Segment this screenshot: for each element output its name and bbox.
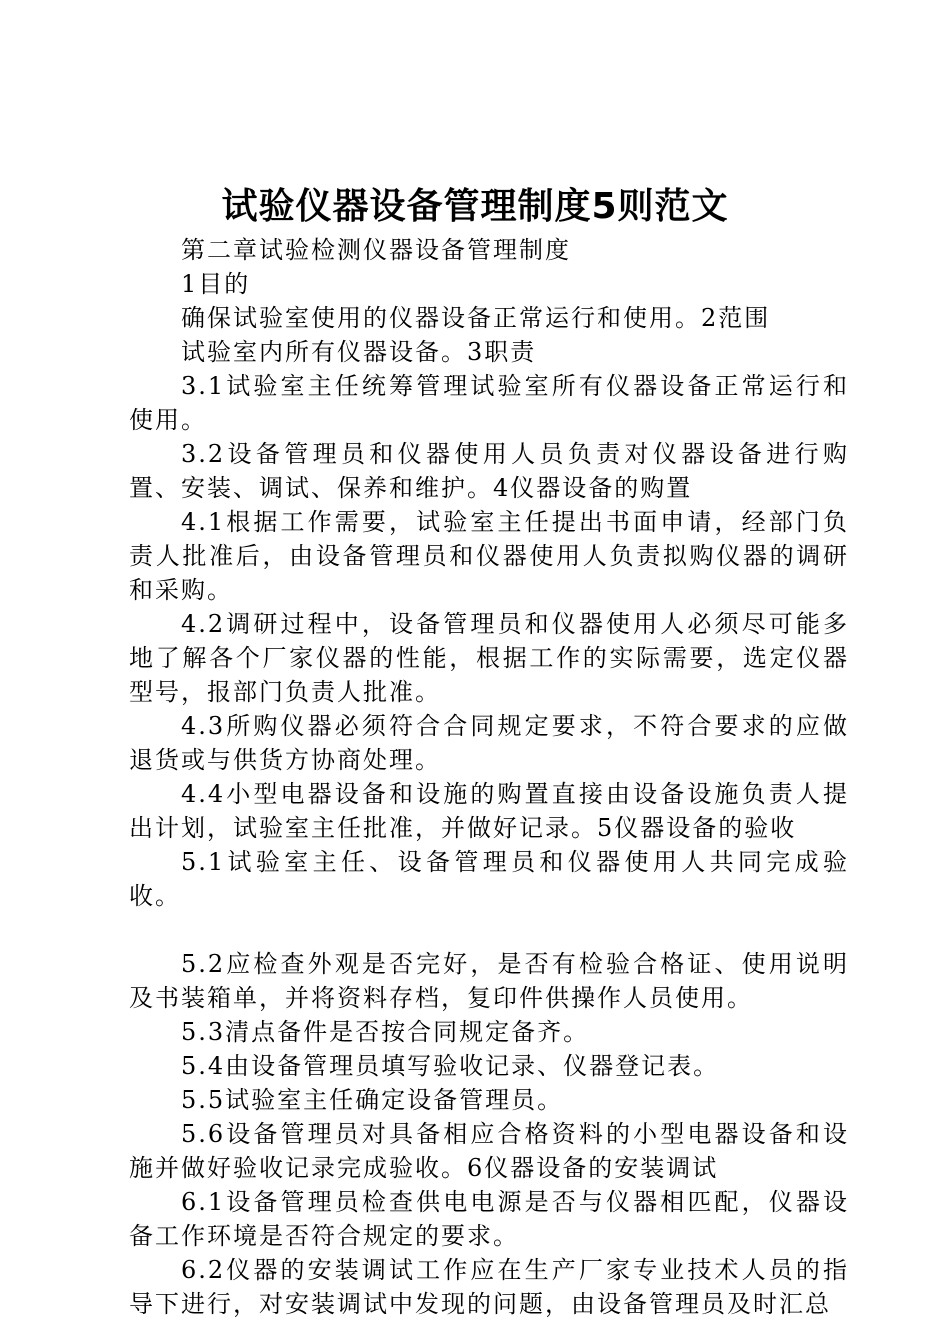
paragraph-spacer <box>129 913 849 947</box>
paragraph: 4.4小型电器设备和设施的购置直接由设备设施负责人提出计划，试验室主任批准，并做好记录。5仪器设备的验收 <box>129 780 849 842</box>
paragraph: 第二章试验检测仪器设备管理制度 <box>181 236 571 264</box>
document-title: 试验仪器设备管理制度5则范文 <box>221 186 729 227</box>
paragraph: 试验室内所有仪器设备。3职责 <box>181 338 537 366</box>
paragraph: 5.4由设备管理员填写验收记录、仪器登记表。 <box>181 1052 720 1080</box>
paragraph: 4.2调研过程中，设备管理员和仪器使用人必须尽可能多地了解各个厂家仪器的性能，根据工作的实际需要，选定仪器型号，报部门负责人批准。 <box>129 610 849 706</box>
paragraph: 6.2仪器的安装调试工作应在生产厂家专业技术人员的指导下进行，对安装调试中发现的问题，由设备管理员及时汇总 <box>129 1256 849 1318</box>
paragraph: 4.3所购仪器必须符合合同规定要求，不符合要求的应做退货或与供货方协商处理。 <box>129 712 849 774</box>
paragraph: 5.2应检查外观是否完好，是否有检验合格证、使用说明及书装箱单，并将资料存档，复印件供操作人员使用。 <box>129 950 849 1012</box>
paragraph: 5.5试验室主任确定设备管理员。 <box>181 1086 564 1114</box>
paragraph: 1目的 <box>181 270 251 298</box>
paragraph: 5.1试验室主任、设备管理员和仪器使用人共同完成验收。 <box>129 848 849 910</box>
paragraph: 3.1试验室主任统筹管理试验室所有仪器设备正常运行和使用。 <box>129 372 849 434</box>
paragraph: 确保试验室使用的仪器设备正常运行和使用。2范围 <box>181 304 771 332</box>
paragraph: 6.1设备管理员检查供电电源是否与仪器相匹配，仪器设备工作环境是否符合规定的要求。 <box>129 1188 849 1250</box>
paragraph: 4.1根据工作需要，试验室主任提出书面申请，经部门负责人批准后，由设备管理员和仪器使用人负责拟购仪器的调研和采购。 <box>129 508 849 604</box>
paragraph: 5.6设备管理员对具备相应合格资料的小型电器设备和设施并做好验收记录完成验收。6仪器设备的安装调试 <box>129 1120 849 1182</box>
paragraph: 3.2设备管理员和仪器使用人员负责对仪器设备进行购置、安装、调试、保养和维护。4仪器设备的购置 <box>129 440 849 502</box>
paragraph: 5.3清点备件是否按合同规定备齐。 <box>181 1018 590 1046</box>
document-body <box>129 233 849 1321</box>
